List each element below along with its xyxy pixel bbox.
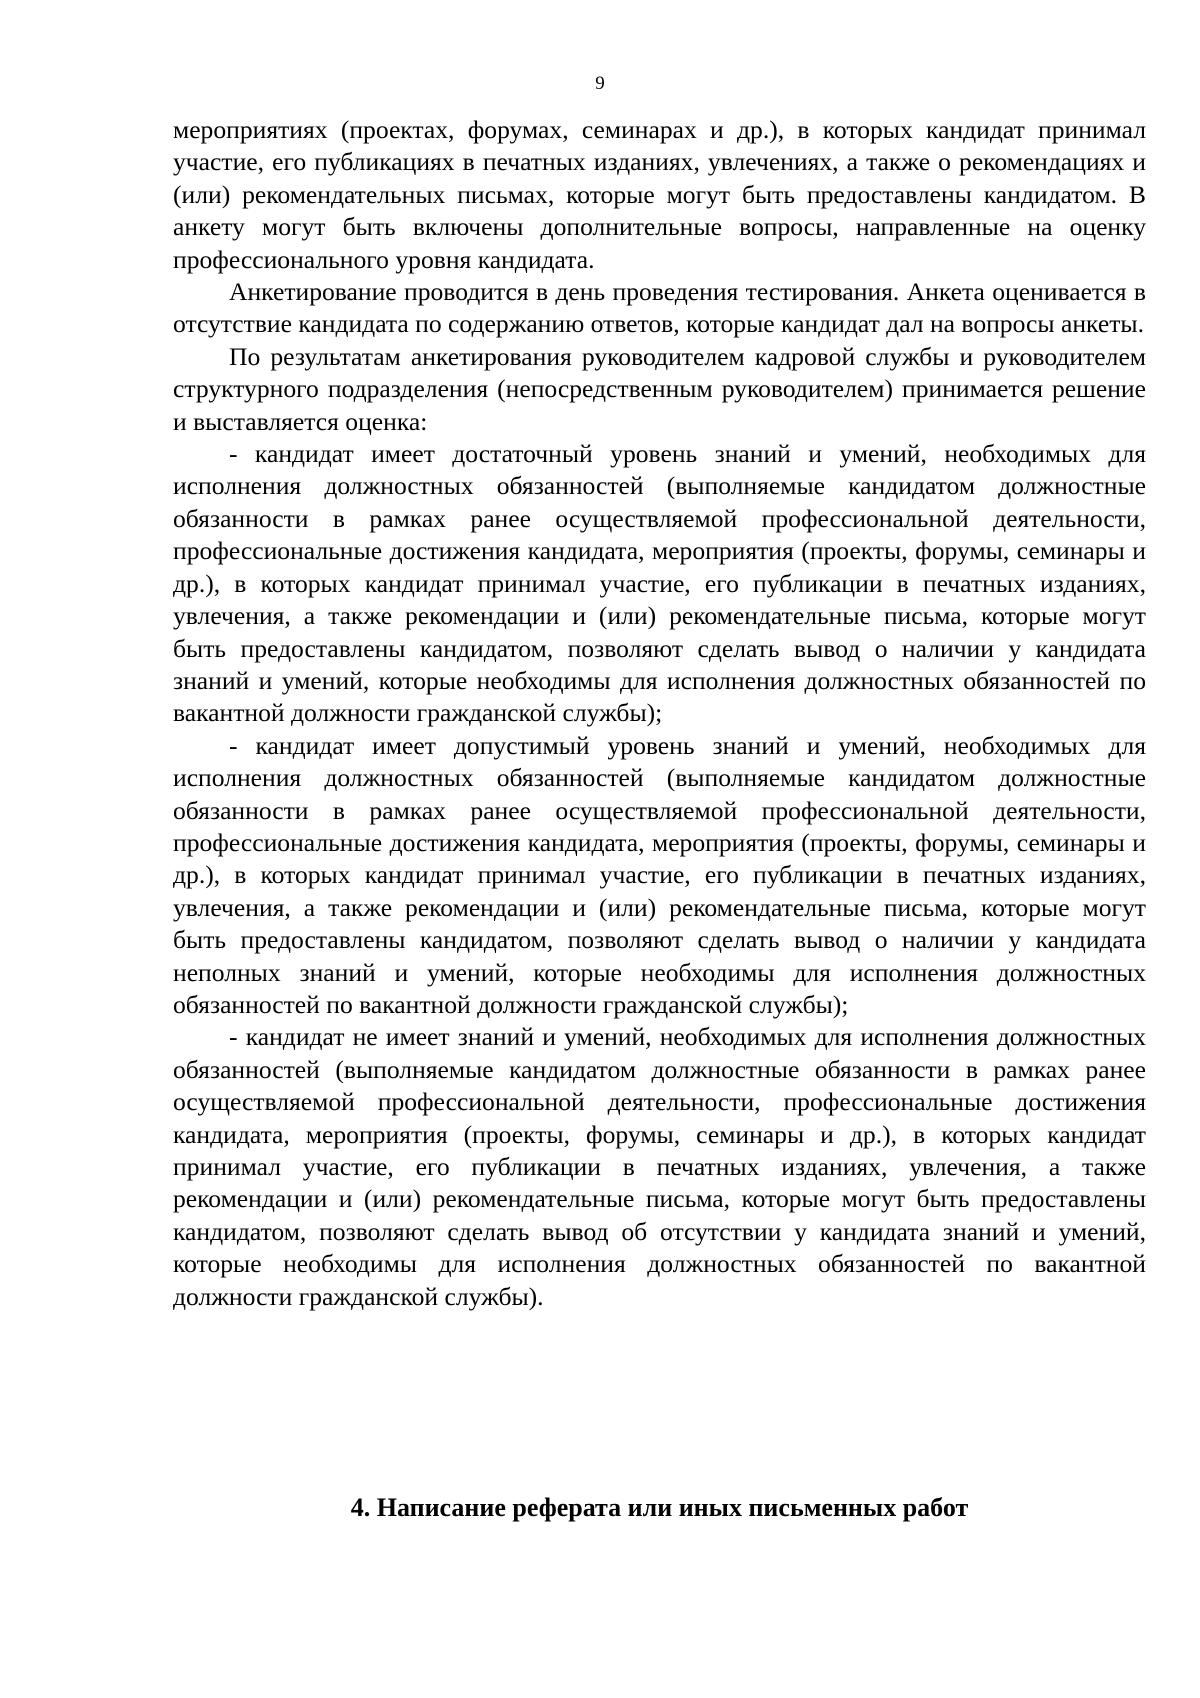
list-item-acceptable-level: - кандидат имеет допустимый уровень знаний и умений, необходимых для исполнения должностных обязанностей (выполняемые кандидатом должностные обязанности в рамках ранее осуществляемой профессиональной деятельности, профессиональные достижения кандидата, мероприятия (проекты, форумы, семинары и др.), в которых кандидат принимал участие, его публикации в печатных изданиях, увлечения, а также рекомендации и (или) рекомендательные письма, которые могут быть предоставлены кандидатом, позволяют сделать вывод о наличии у кандидата неполных знаний и умений, которые необходимы для исполнения должностных обязанностей по вакантной должности гражданской службы); [173, 730, 1146, 1019]
paragraph-continuation: мероприятиях (проектах, форумах, семинарах и др.), в которых кандидат принимал участие, его публикациях в печатных изданиях, увлечениях, а также о рекомендациях и (или) рекомендательных письмах, которые могут быть предоставлены кандидатом. В анкету могут быть включены дополнительные вопросы, направленные на оценку профессионального уровня кандидата. [173, 115, 1146, 274]
paragraph-survey-results: По результатам анкетирования руководителем кадровой службы и руководителем структурного подразделения (непосредственным руководителем) принимается решение и выставляется оценка: [173, 341, 1146, 436]
section-heading: 4. Написание реферата или иных письменных работ [350, 1493, 969, 1522]
list-item-no-knowledge: - кандидат не имеет знаний и умений, необходимых для исполнения должностных обязанностей (выполняемые кандидатом должностные обязанности в рамках ранее осуществляемой профессиональной деятельности, профессиональные достижения кандидата, мероприятия (проекты, форумы, семинары и др.), в которых кандидат принимал участие, его публикации в печатных изданиях, увлечения, а также рекомендации и (или) рекомендательные письма, которые могут быть предоставлены кандидатом, позволяют сделать вывод об отсутствии у кандидата знаний и умений, которые необходимы для исполнения должностных обязанностей по вакантной должности гражданской службы). [173, 1022, 1146, 1311]
paragraph-survey-procedure: Анкетирование проводится в день проведения тестирования. Анкета оценивается в отсутствие кандидата по содержанию ответов, которые кандидат дал на вопросы анкеты. [173, 277, 1146, 339]
page-number: 9 [595, 73, 605, 94]
list-item-sufficient-level: - кандидат имеет достаточный уровень знаний и умений, необходимых для исполнения должностных обязанностей (выполняемые кандидатом должностные обязанности в рамках ранее осуществляемой профессиональной деятельности, профессиональные достижения кандидата, мероприятия (проекты, форумы, семинары и др.), в которых кандидат принимал участие, его публикации в печатных изданиях, увлечения, а также рекомендации и (или) рекомендательные письма, которые могут быть предоставлены кандидатом, позволяют сделать вывод о наличии у кандидата знаний и умений, которые необходимы для исполнения должностных обязанностей по вакантной должности гражданской службы); [173, 439, 1146, 728]
document-body [173, 114, 1146, 1313]
